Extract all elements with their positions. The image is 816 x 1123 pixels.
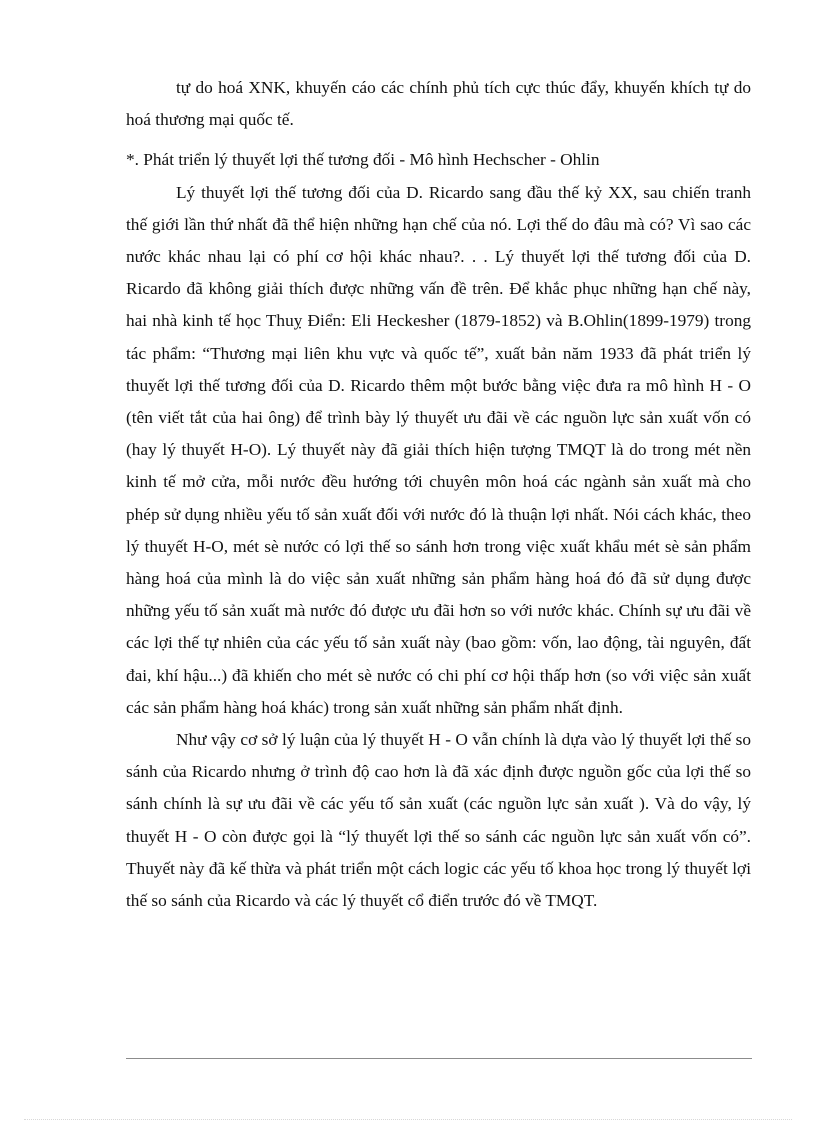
document-body [126, 72, 751, 917]
paragraph-ho-model: Lý thuyết lợi thế tương đối của D. Ricardo sang đầu thế kỷ XX, sau chiến tranh thế giới lần thứ nhất đã thể hiện những hạn chế của nó. Lợi thế do đâu mà có? Vì sao các nước khác nhau lại có phí cơ hội khác nhau?. . . Lý thuyết lợi thế tương đối của D. Ricardo đã không giải thích được những vấn đề trên. Để khắc phục những hạn chế này, hai nhà kinh tế học Thuỵ Điển: Eli Heckesher (1879-1852) và B.Ohlin(1899-1979) trong tác phẩm: “Thương mại liên khu vực và quốc tế”, xuất bản năm 1933 đã phát triển lý thuyết lợi thế tương đối của D. Ricardo thêm một bước bằng việc đưa ra mô hình H - O (tên viết tắt của hai ông) để trình bày lý thuyết ưu đãi về các nguồn lực sản xuất vốn có (hay lý thuyết H-O). Lý thuyết này đã giải thích hiện tượng TMQT là do trong mét nền kinh tế mở cửa, mỗi nước đều hướng tới chuyên môn hoá các ngành sản xuất mà cho phép sử dụng nhiều yếu tố sản xuất đối với nước đó là thuận lợi nhất. Nói cách khác, theo lý thuyết H-O, mét sè nước có lợi thế so sánh hơn trong việc xuất khẩu mét sè sản phẩm hàng hoá của mình là do việc sản xuất những sản phẩm hàng hoá đó đã sử dụng được những yếu tố sản xuất mà nước đó được ưu đãi hơn so với nước khác. Chính sự ưu đãi về các lợi thế tự nhiên của các yếu tố sản xuất này (bao gồm: vốn, lao động, tài nguyên, đất đai, khí hậu...) đã khiến cho mét sè nước có chi phí cơ hội thấp hơn (so với việc sản xuất các sản phẩm hàng hoá khác) trong sản xuất những sản phẩm nhất định. [126, 182, 751, 717]
page-bottom-edge [24, 1119, 792, 1120]
paragraph-conclusion: Như vậy cơ sở lý luận của lý thuyết H - O vẫn chính là dựa vào lý thuyết lợi thế so sánh của Ricardo nhưng ở trình độ cao hơn là đã xác định được nguồn gốc của lợi thế so sánh chính là sự ưu đãi về các yếu tố sản xuất (các nguồn lực sản xuất ). Và do vậy, lý thuyết H - O còn được gọi là “lý thuyết lợi thế so sánh các nguồn lực sản xuất vốn có”. Thuyết này đã kế thừa và phát triển một cách logic các yếu tố khoa học trong lý thuyết lợi thế so sánh của Ricardo và các lý thuyết cổ điển trước đó về TMQT. [126, 730, 751, 911]
paragraph-intro: tự do hoá XNK, khuyến cáo các chính phủ tích cực thúc đẩy, khuyến khích tự do hoá thương mại quốc tế. [126, 78, 751, 130]
footer-divider [126, 1058, 752, 1059]
section-heading: *. Phát triển lý thuyết lợi thế tương đối - Mô hình Hechscher - Ohlin [126, 150, 600, 170]
